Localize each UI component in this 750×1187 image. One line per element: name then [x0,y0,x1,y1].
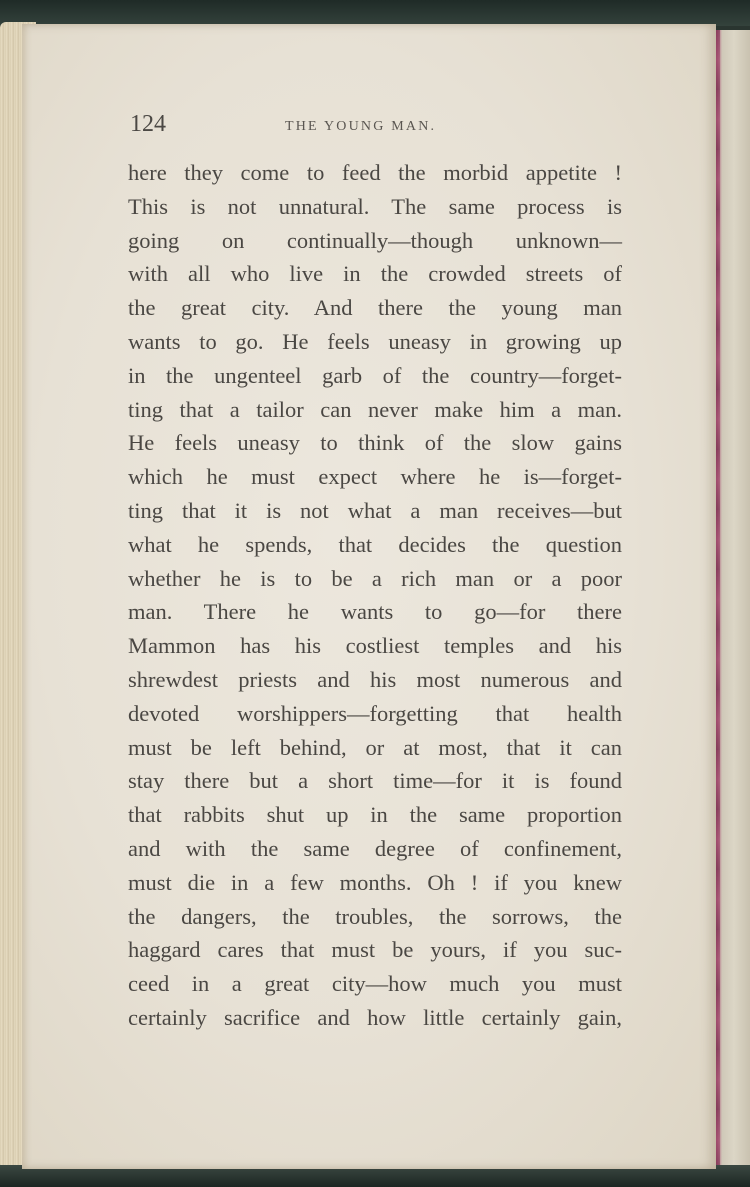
text-line: haggard cares that must be yours, if you suc- [128,937,622,963]
text-line: in the ungenteel garb of the country—forget- [128,362,622,388]
text-line: must be left behind, or at most, that it can [128,734,622,760]
body-text [128,156,622,1035]
text-line: and with the same degree of confinement, [128,835,622,861]
text-line: wants to go. He feels uneasy in growing up [128,328,622,354]
page-number: 124 [130,111,166,137]
text-line: with all who live in the crowded streets of [128,261,622,287]
text-line: certainly sacrifice and how little certainly gain, [128,1004,622,1030]
text-line: ting that a tailor can never make him a man. [128,396,622,422]
page-header [130,111,620,145]
text-line: the dangers, the troubles, the sorrows, the [128,903,622,929]
text-line: man. There he wants to go—for there [128,599,622,625]
text-line: the great city. And there the young man [128,295,622,321]
page-stack-right [714,30,750,1165]
text-line: what he spends, that decides the question [128,531,622,557]
text-line: going on continually—though unknown— [128,227,622,253]
text-line: He feels uneasy to think of the slow gains [128,430,622,456]
text-line: ting that it is not what a man receives—but [128,497,622,523]
text-line: This is not unnatural. The same process is [128,193,622,219]
text-line: that rabbits shut up in the same proportion [128,802,622,828]
text-line: shrewdest priests and his most numerous and [128,666,622,692]
text-line: here they come to feed the morbid appetite ! [128,160,622,185]
text-line: ceed in a great city—how much you must [128,971,622,997]
text-line: Mammon has his costliest temples and his [128,633,622,659]
running-head: THE YOUNG MAN. [285,119,437,134]
text-line: must die in a few months. Oh ! if you knew [128,869,622,895]
text-line: devoted worshippers—forgetting that health [128,700,622,726]
book-cover-top [0,0,750,26]
text-line: which he must expect where he is—forget- [128,464,622,490]
text-line: stay there but a short time—for it is found [128,768,622,794]
text-line: whether he is to be a rich man or a poor [128,565,622,591]
